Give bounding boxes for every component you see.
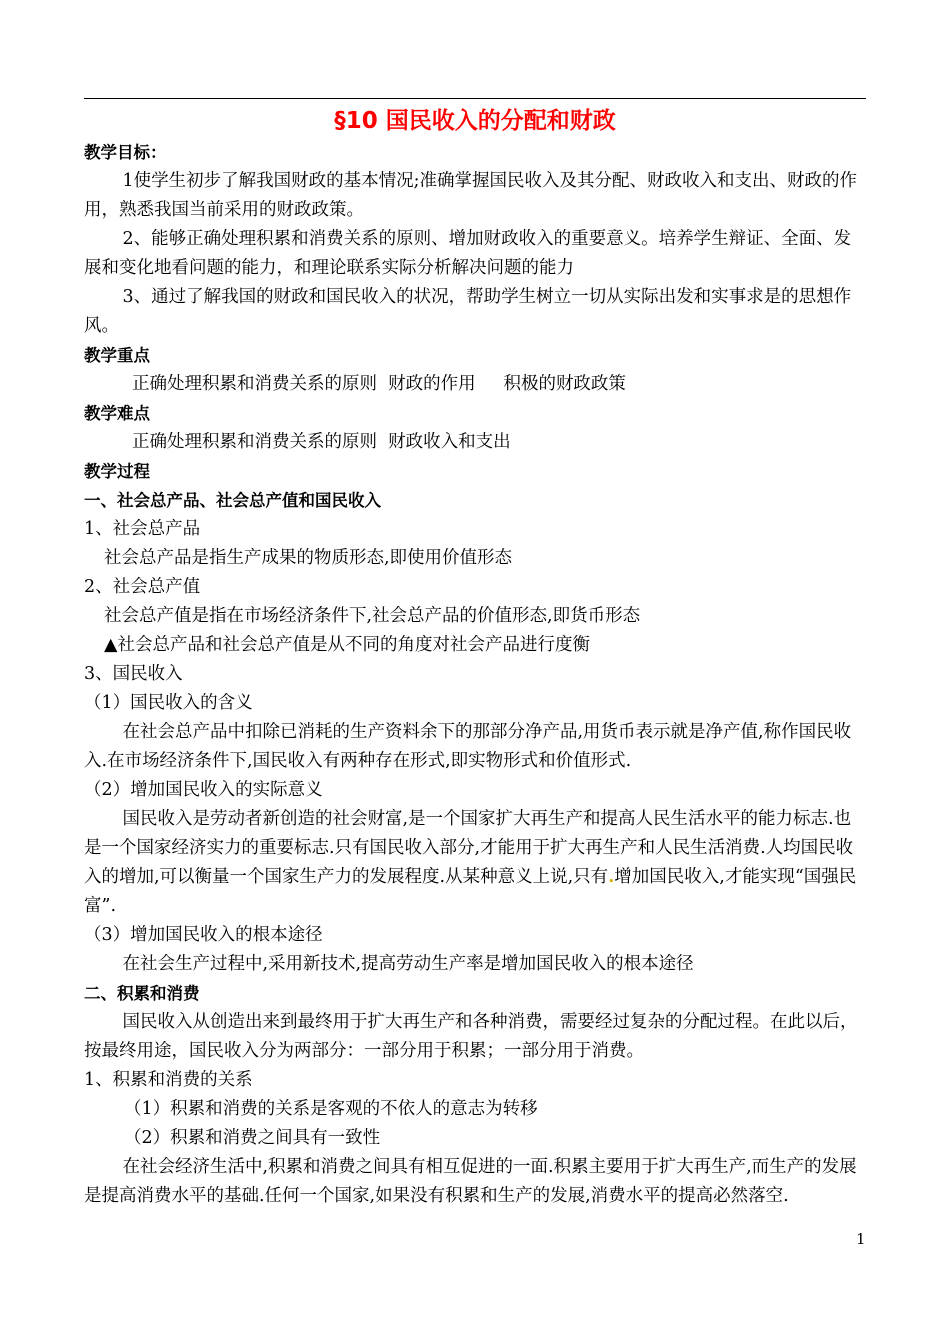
note-text: ▲社会总产品和社会总产值是从不同的角度对社会产品进行度衡 — [104, 635, 590, 655]
sub1-title: （1）国民收入的含义 — [84, 693, 253, 713]
process-heading: 教学过程 — [84, 462, 150, 481]
sub2-text — [84, 805, 866, 921]
document-title: §10 国民收入的分配和财政 — [334, 108, 616, 134]
section2-heading: 二、积累和消费 — [84, 984, 200, 1003]
section2-sub2-text: 在社会经济生活中,积累和消费之间具有相互促进的一面.积累主要用于扩大再生产,而生产的发展是提高消费水平的基础.任何一个国家,如果没有积累和生产的发展,消费水平的提高必然落空. — [84, 1157, 857, 1206]
key-heading: 教学重点 — [84, 346, 150, 365]
goal-2: 2、能够正确处理积累和消费关系的原则、增加财政收入的重要意义。培养学生辩证、全面、发展和变化地看问题的能力，和理论联系实际分析解决问题的能力 — [84, 229, 852, 278]
goal-1: 1使学生初步了解我国财政的基本情况;准确掌握国民收入及其分配、财政收入和支出、财政的作用，熟悉我国当前采用的财政政策。 — [84, 171, 858, 220]
item1-title: 1、社会总产品 — [84, 519, 201, 539]
difficult-heading: 教学难点 — [84, 404, 150, 423]
goal-3: 3、通过了解我国的财政和国民收入的状况，帮助学生树立一切从实际出发和实事求是的思想作风。 — [84, 287, 852, 336]
section2-sub1: （1）积累和消费的关系是客观的不依人的意志为转移 — [124, 1099, 538, 1119]
item2-text: 社会总产值是指在市场经济条件下,社会总产品的价值形态,即货币形态 — [104, 606, 641, 626]
key-text: 正确处理积累和消费关系的原则 财政的作用 积极的财政政策 — [132, 374, 626, 394]
item2-title: 2、社会总产值 — [84, 577, 201, 597]
item1-text: 社会总产品是指生产成果的物质形态,即使用价值形态 — [104, 548, 513, 568]
section2-intro: 国民收入从创造出来到最终用于扩大再生产和各种消费，需要经过复杂的分配过程。在此以后，按最终用途，国民收入分为两部分：一部分用于积累；一部分用于消费。 — [84, 1012, 858, 1061]
goals-heading: 教学目标： — [84, 143, 167, 162]
document-body — [84, 138, 866, 1211]
sub3-title: （3）增加国民收入的根本途径 — [84, 925, 323, 945]
section1-heading: 一、社会总产品、社会总产值和国民收入 — [84, 491, 381, 510]
sub2-text-end: 增加国民收入,才能实现“国强民富”. — [84, 867, 857, 916]
sub3-text: 在社会生产过程中,采用新技术,提高劳动生产率是增加国民收入的根本途径 — [122, 954, 694, 974]
item3-title: 3、国民收入 — [84, 664, 183, 684]
highlight-dot: . — [608, 867, 615, 887]
difficult-text: 正确处理积累和消费关系的原则 财政收入和支出 — [132, 432, 511, 452]
sub2-text-main: 国民收入是劳动者新创造的社会财富,是一个国家扩大再生产和提高人民生活水平的能力标志.也是一个国家经济实力的重要标志.只有国民收入部分,才能用于扩大再生产和人民生活消费.人均国民收入的增加,可以衡量一个国家生产力的发展程度.从某种意义上说,只有 — [84, 809, 854, 887]
section2-item1-title: 1、积累和消费的关系 — [84, 1070, 253, 1090]
sub1-text: 在社会总产品中扣除已消耗的生产资料余下的那部分净产品,用货币表示就是净产值,称作国民收入.在市场经济条件下,国民收入有两种存在形式,即实物形式和价值形式. — [84, 722, 852, 771]
sub2-title: （2）增加国民收入的实际意义 — [84, 780, 323, 800]
page-number: 1 — [856, 1230, 866, 1248]
section2-sub2: （2）积累和消费之间具有一致性 — [124, 1128, 381, 1148]
header-rule — [84, 98, 866, 99]
